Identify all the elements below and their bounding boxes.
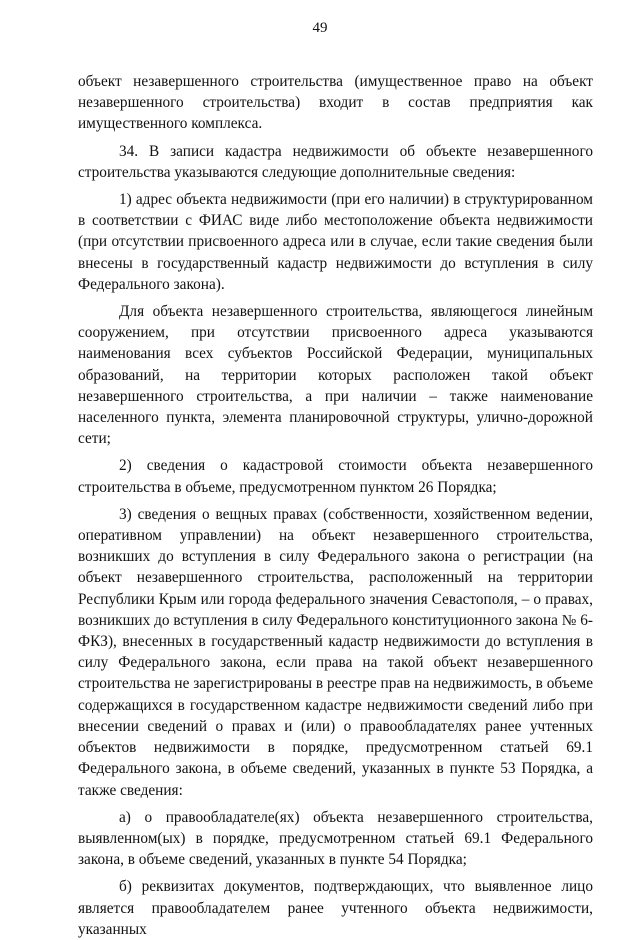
paragraph-4: Для объекта незавершенного строительства, являющегося линейным сооружением, при отсутствии присвоенного адреса указываются наименования всех субъектов Российской Федерации, муниципальных образований, на территории которых расположен такой объект незавершенного строительства, а при наличии – также наименование населенного пункта, элемента планировочной структуры, улично-дорожной сети; [78,303,593,448]
paragraph-1: объект незавершенного строительства (имущественное право на объект незавершенного строительства) входит в состав предприятия как имущественного комплекса. [78,73,593,133]
paragraph-5: 2) сведения о кадастровой стоимости объекта незавершенного строительства в объеме, предусмотренном пунктом 26 Порядка; [78,457,593,496]
document-body [78,71,593,940]
paragraph-8: б) реквизитах документов, подтверждающих, что выявленное лицо является правообладателем ранее учтенного объекта недвижимости, указанных [78,878,593,938]
paragraph-7: а) о правообладателе(ях) объекта незавершенного строительства, выявленном(ых) в порядке, предусмотренном статьей 69.1 Федерального закона, в объеме сведений, указанных в пункте 54 Порядка; [78,808,593,869]
paragraph-6: 3) сведения о вещных правах (собственности, хозяйственном ведении, оперативном управлении) на объект незавершенного строительства, возникших до вступления в силу Федерального закона о регистрации (на объект незавершенного строительства, расположенный на территории Республики Крым или города федерального значения Севастополя, – о правах, возникших до вступления в силу Федерального конституционного закона № 6-ФКЗ), внесенных в государственный кадастр недвижимости до вступления в силу Федерального закона, если права на такой объект незавершенного строительства не зарегистрированы в реестре прав на недвижимость, в объеме содержащихся в государственном кадастре недвижимости сведений либо при внесении сведений о правах и (или) о правообладателях ранее учтенных объектов недвижимости в порядке, предусмотренном статьей 69.1 Федерального закона, в объеме сведений, указанных в пункте 53 Порядка, а также сведения: [78,505,593,799]
page-number: 49 [312,20,328,36]
paragraph-3: 1) адрес объекта недвижимости (при его наличии) в структурированном в соответствии с ФИАС виде либо местоположение объекта недвижимости (при отсутствии присвоенного адреса или в случае, если такие сведения были внесены в государственный кадастр недвижимости до вступления в силу Федерального закона). [78,191,593,293]
paragraph-2: 34. В записи кадастра недвижимости об объекте незавершенного строительства указываются следующие дополнительные сведения: [78,142,593,181]
